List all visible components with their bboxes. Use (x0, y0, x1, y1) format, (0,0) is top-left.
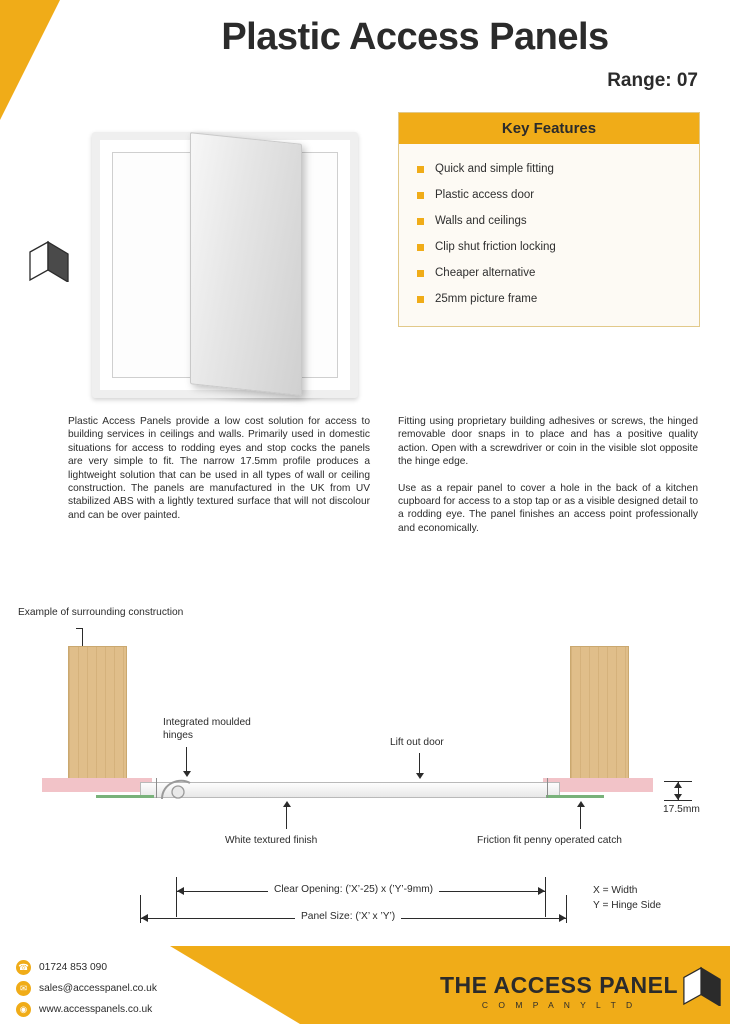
description-paragraph: Fitting using proprietary building adhesives or screws, the hinged removable door snaps in to place and has a positive quality action. Open with a screwdriver or coin in the visible slot opposite the hinge edge. (398, 416, 698, 468)
timber-stud-left (68, 646, 127, 780)
key-feature-label: 25mm picture frame (435, 293, 538, 305)
footer-phone (16, 960, 107, 975)
arrow-down-icon (674, 794, 682, 800)
list-item (399, 182, 699, 208)
arrow-right-icon (538, 887, 545, 895)
footer-email-text[interactable]: sales@accesspanel.co.uk (39, 983, 157, 994)
phone-icon: ☎ (16, 960, 31, 975)
label-lift-out-door: Lift out door (390, 737, 444, 748)
description-paragraph: Plastic Access Panels provide a low cost solution for access to building services in ceilings and walls. Primarily used in domestic situations for access to rodding eyes and stop cocks the panels are very simple to fit. The narrow 17.5mm profile produces a lightweight solution that can be used in all types of wall or ceiling construction. The panels are manufactured in the UK from UV stabilized ABS with a lightly textured surface that will not discolour and can be over painted. (68, 416, 370, 521)
bullet-square-icon (417, 192, 424, 199)
footer-brand-sub: C O M P A N Y L T D (481, 1000, 637, 1010)
label-white-textured-finish: White textured finish (225, 835, 318, 846)
arrow-down-icon (183, 771, 191, 777)
leader-line (580, 807, 581, 829)
arrow-up-icon (283, 801, 291, 807)
key-feature-label: Clip shut friction locking (435, 241, 556, 253)
footer-logo-icon (682, 966, 722, 1006)
timber-stud-right (570, 646, 629, 780)
list-item (399, 260, 699, 286)
list-item (399, 286, 699, 312)
bullet-square-icon (417, 296, 424, 303)
leader-line (186, 747, 187, 773)
key-feature-label: Walls and ceilings (435, 215, 527, 227)
key-features-heading: Key Features (399, 113, 699, 144)
adhesive-strip-left (96, 795, 154, 798)
arrow-up-icon (577, 801, 585, 807)
key-features-list (399, 144, 699, 326)
hinge-detail-icon (160, 775, 200, 801)
footer-brand-main: THE ACCESS PANEL (439, 972, 678, 998)
globe-icon: ◉ (16, 1002, 31, 1017)
label-thickness: 17.5mm (663, 804, 700, 815)
leader-line (419, 753, 420, 775)
dim-tick (176, 877, 177, 917)
footer-phone-text: 01724 853 090 (39, 962, 107, 973)
key-features-box (398, 112, 700, 327)
bullet-square-icon (417, 270, 424, 277)
envelope-icon: ✉ (16, 981, 31, 996)
arrow-down-icon (416, 773, 424, 779)
vertical-brand (0, 8, 14, 42)
description-left-column (68, 415, 370, 522)
footer-email[interactable] (16, 981, 157, 996)
technical-diagram (0, 595, 730, 940)
description-paragraph: Use as a repair panel to cover a hole in the back of a kitchen cupboard for access to a stop tap or as a visible designed detail to a rodding eye. The panel finishes an access point professionally and economically. (398, 482, 698, 534)
footer (0, 946, 730, 1024)
bullet-square-icon (417, 166, 424, 173)
panel-edge-line-left (156, 778, 157, 798)
footer-website[interactable] (16, 1002, 152, 1017)
legend-y: Y = Hinge Side (593, 900, 662, 911)
label-integrated-hinges: Integrated moulded hinges (163, 717, 251, 741)
label-friction-catch: Friction fit penny operated catch (477, 835, 622, 846)
range-label: Range: 07 (607, 70, 698, 91)
thickness-tick-bottom (664, 800, 692, 801)
vertical-brand-main (0, 8, 14, 30)
arrow-left-icon (141, 914, 148, 922)
description-right-column (398, 415, 698, 548)
list-item (399, 156, 699, 182)
adhesive-strip-right (546, 795, 604, 798)
list-item (399, 208, 699, 234)
plasterboard-left (42, 778, 152, 792)
dim-tick (566, 895, 567, 923)
footer-brand (440, 972, 678, 1010)
product-image (70, 110, 370, 390)
label-surrounding-construction: Example of surrounding construction (18, 607, 184, 618)
key-feature-label: Plastic access door (435, 189, 535, 201)
dim-clear-opening: Clear Opening: (’X’-25) x (’Y’-9mm) (268, 884, 439, 895)
page-title: Plastic Access Panels (221, 16, 609, 58)
list-item (399, 234, 699, 260)
footer-website-text[interactable]: www.accesspanels.co.uk (39, 1004, 153, 1015)
leader-line (82, 628, 83, 646)
arrow-up-icon (674, 782, 682, 788)
panel-profile (140, 782, 560, 798)
leader-line (286, 807, 287, 829)
company-logo-icon (28, 240, 70, 282)
key-feature-label: Cheaper alternative (435, 267, 536, 279)
dim-panel-size: Panel Size: (’X’ x ’Y’) (295, 911, 401, 922)
dim-tick (545, 877, 546, 917)
panel-edge-line-right (547, 778, 548, 798)
key-feature-label: Quick and simple fitting (435, 163, 554, 175)
arrow-left-icon (177, 887, 184, 895)
bullet-square-icon (417, 218, 424, 225)
vertical-brand-sub (0, 32, 14, 42)
legend-x: X = Width (593, 885, 638, 896)
panel-door (190, 132, 302, 396)
bullet-square-icon (417, 244, 424, 251)
arrow-right-icon (559, 914, 566, 922)
